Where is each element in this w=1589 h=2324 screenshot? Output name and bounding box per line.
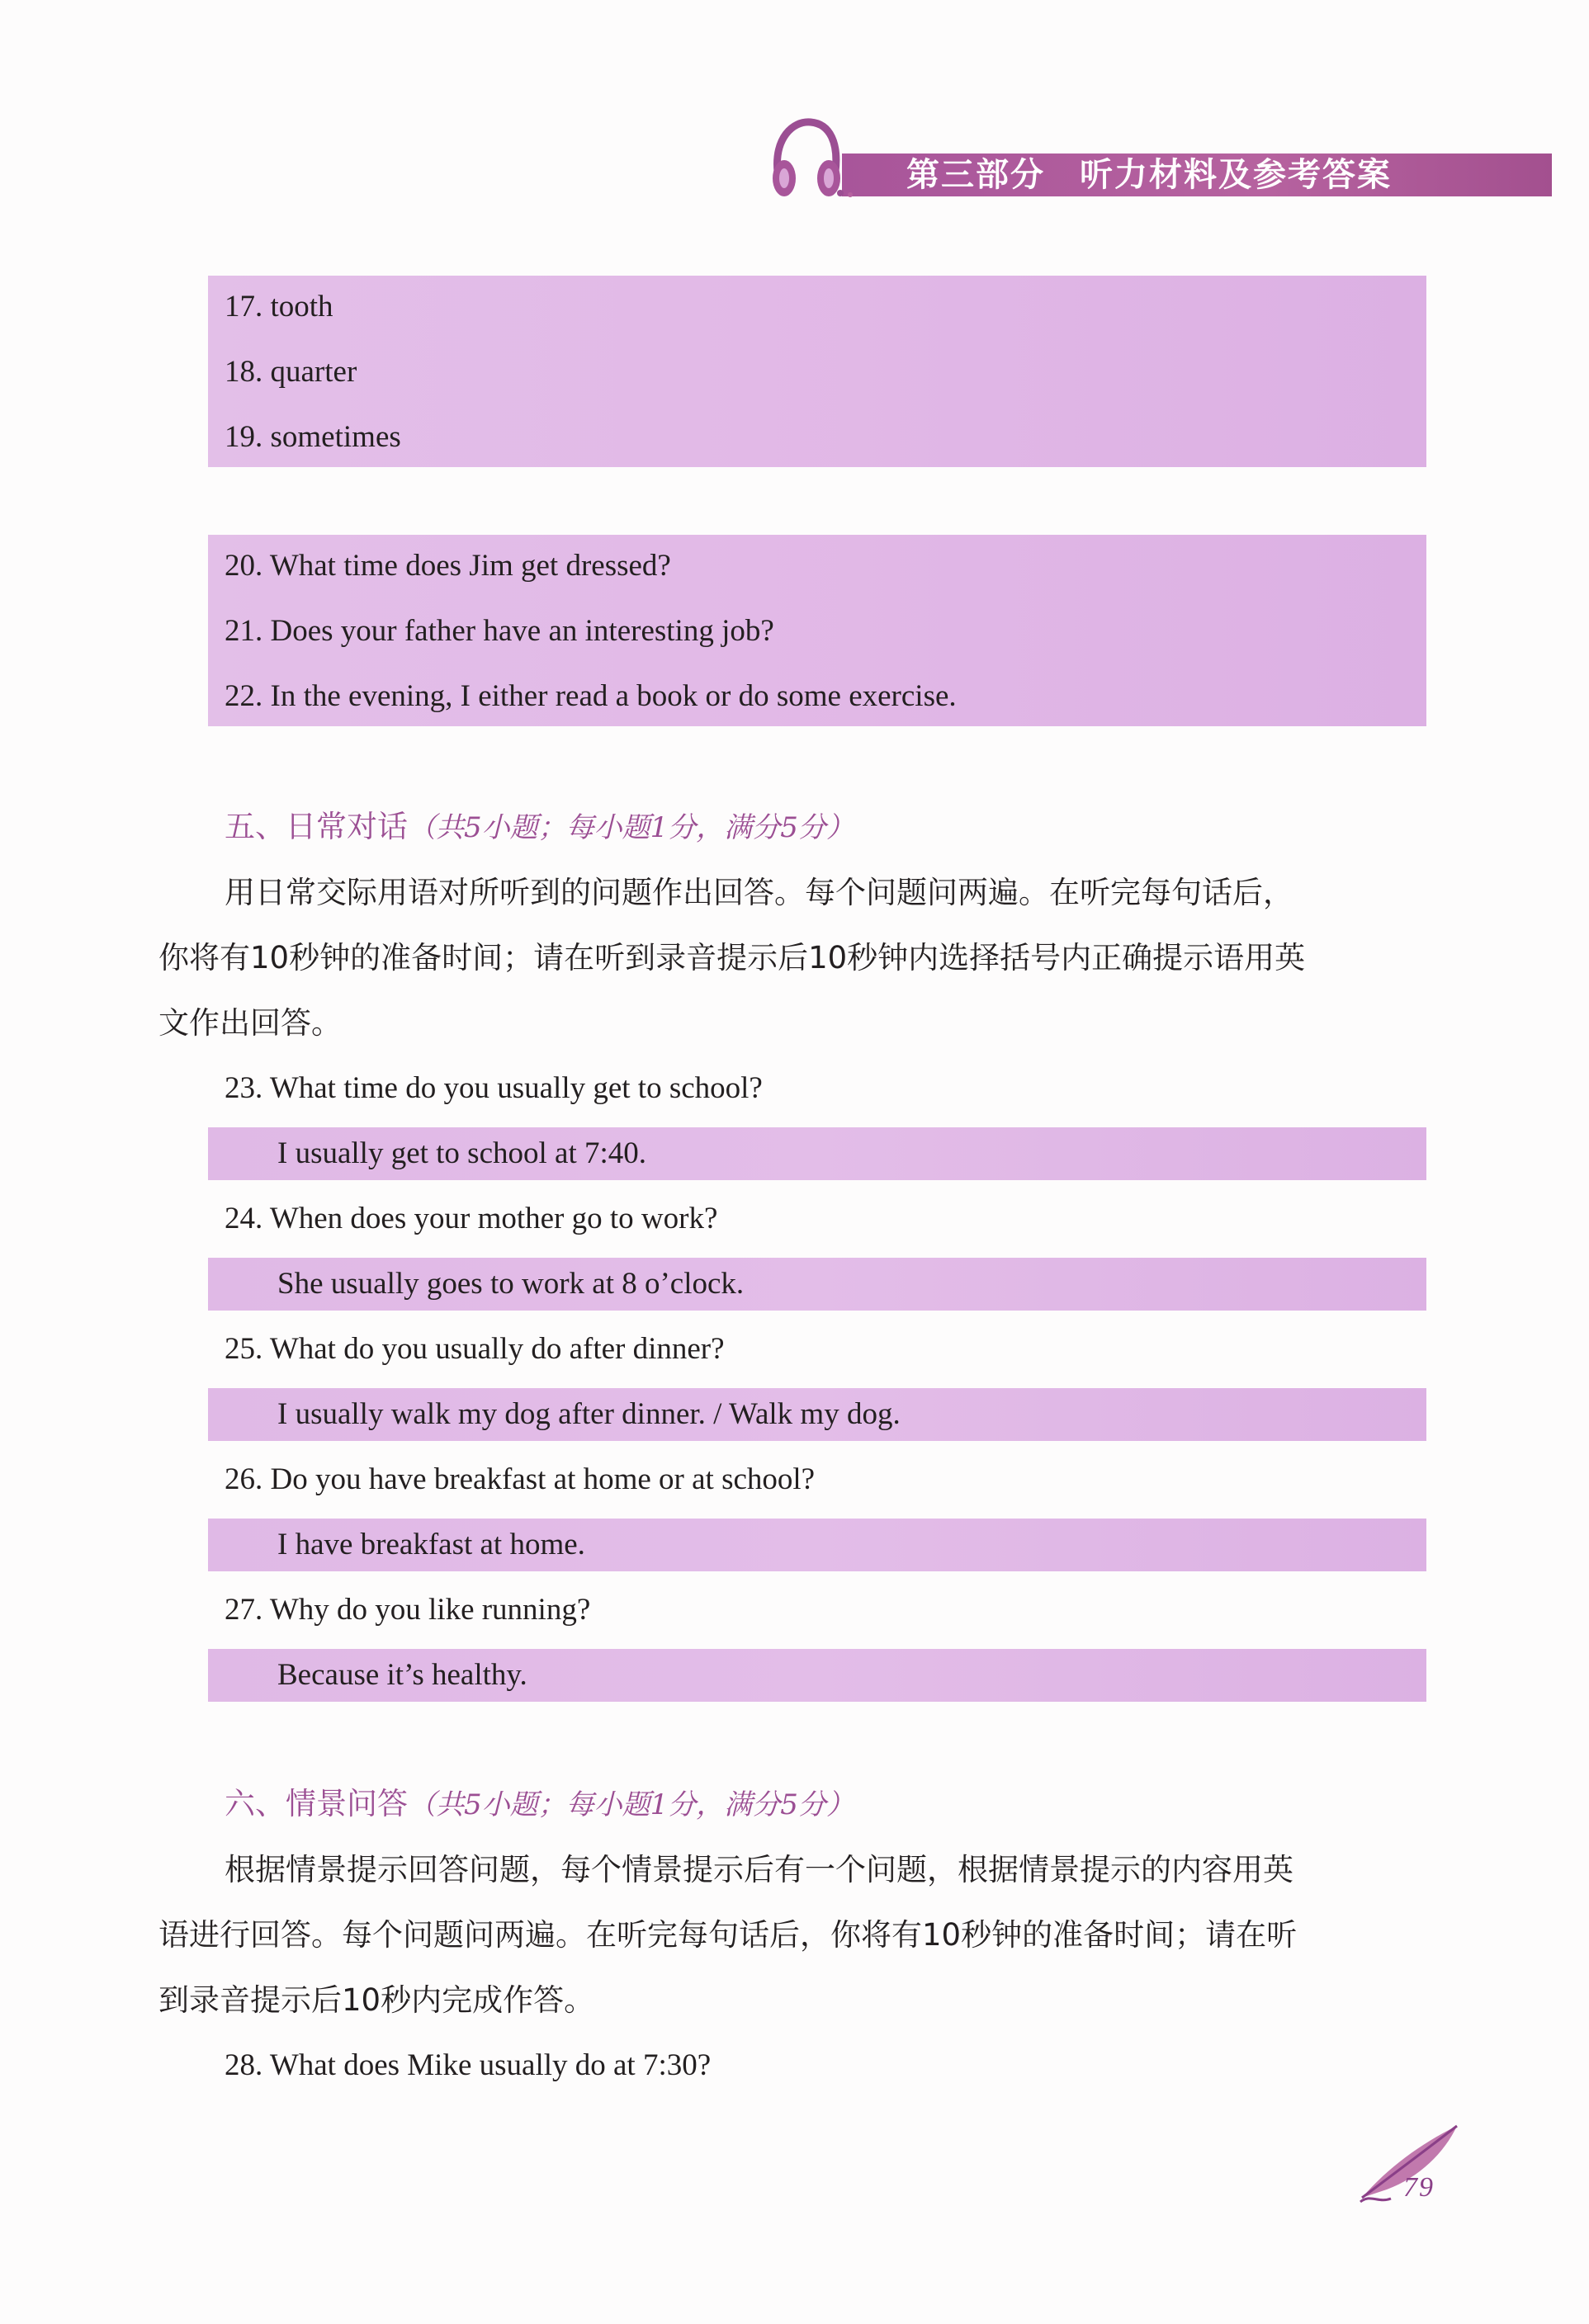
- answer-25: I usually walk my dog after dinner. / Walk my dog.: [277, 1397, 901, 1431]
- sentence-22: 22. In the evening, I either read a book or do some exercise.: [225, 679, 957, 713]
- section-6-instructions-3: 到录音提示后10秒内完成作答。: [158, 1982, 595, 2018]
- header-title: 第三部分 听力材料及参考答案: [906, 156, 1392, 194]
- headphone-icon: [768, 114, 842, 205]
- section-6-instructions-1: 根据情景提示回答问题，每个情景提示后有一个问题，根据情景提示的内容用英: [225, 1852, 1293, 1887]
- section-6-instructions-2: 语进行回答。每个问题问两遍。在听完每句话后，你将有10秒钟的准备时间；请在听: [158, 1917, 1298, 1953]
- section-5-heading: [225, 809, 854, 846]
- section-5-instructions-3: 文作出回答。: [158, 1005, 342, 1041]
- answer-24: She usually goes to work at 8 o’clock.: [277, 1267, 745, 1301]
- section-6-note: （共5小题；每小题1分，满分5分）: [408, 1788, 854, 1821]
- answer-17: 17. tooth: [225, 290, 333, 324]
- answer-26: I have breakfast at home.: [277, 1528, 585, 1561]
- answer-23: I usually get to school at 7:40.: [277, 1136, 647, 1170]
- answer-27: Because it’s healthy.: [277, 1658, 527, 1692]
- question-27: 27. Why do you like running?: [225, 1593, 591, 1627]
- section-5-note: （共5小题；每小题1分，满分5分）: [408, 811, 854, 844]
- header-dots: [835, 183, 860, 200]
- sentence-21: 21. Does your father have an interesting job?: [225, 614, 774, 648]
- question-25: 25. What do you usually do after dinner?: [225, 1332, 725, 1366]
- question-23: 23. What time do you usually get to school?: [225, 1071, 763, 1105]
- question-28: 28. What does Mike usually do at 7:30?: [225, 2048, 712, 2082]
- question-26: 26. Do you have breakfast at home or at school?: [225, 1462, 816, 1496]
- section-6-title: 六、情景问答: [225, 1786, 408, 1821]
- question-24: 24. When does your mother go to work?: [225, 1202, 718, 1235]
- answer-19: 19. sometimes: [225, 420, 401, 454]
- section-5-instructions-2: 你将有10秒钟的准备时间；请在听到录音提示后10秒钟内选择括号内正确提示语用英: [158, 940, 1306, 975]
- page-number: 79: [1403, 2172, 1435, 2203]
- section-5-title: 五、日常对话: [225, 809, 408, 844]
- section-6-heading: [225, 1786, 854, 1823]
- sentence-20: 20. What time does Jim get dressed?: [225, 549, 671, 583]
- section-5-instructions-1: 用日常交际用语对所听到的问题作出回答。每个问题问两遍。在听完每句话后，: [225, 875, 1293, 910]
- answer-18: 18. quarter: [225, 355, 357, 389]
